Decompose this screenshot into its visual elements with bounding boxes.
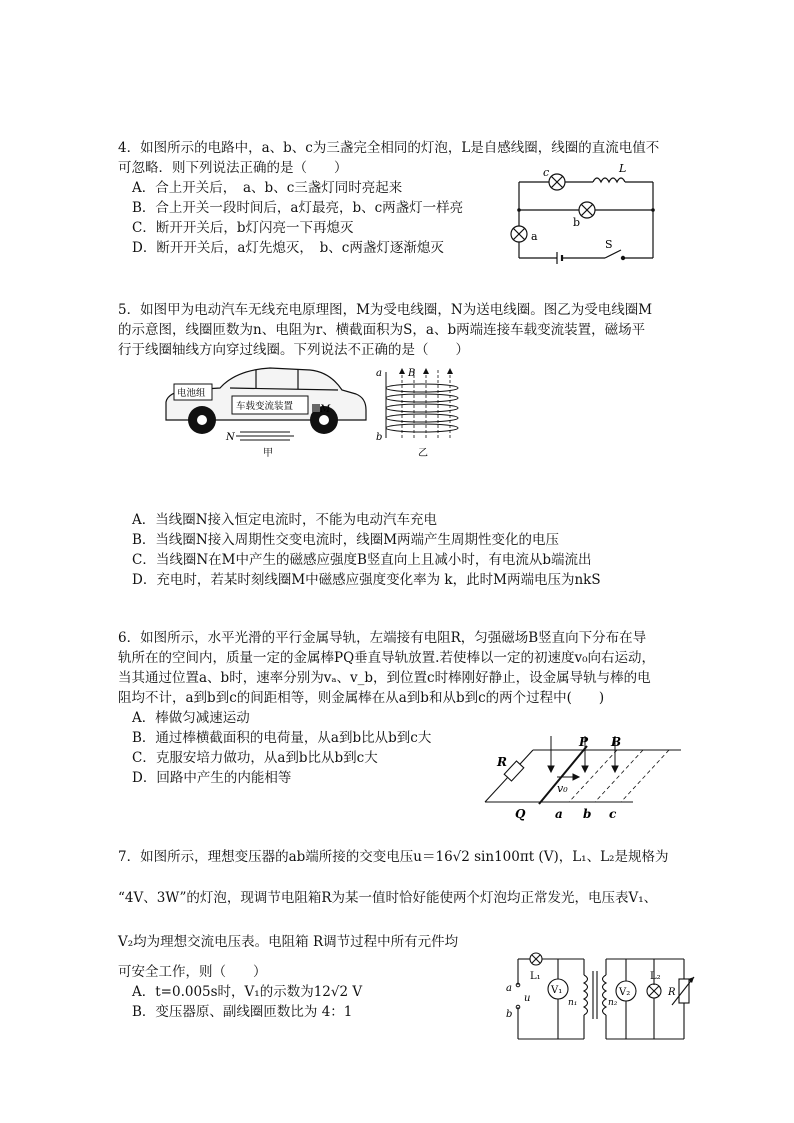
q7-stem-line3: V₂均为理想交流电压表。电阻箱 R调节过程中所有元件均 [118, 934, 459, 950]
q5-label-a: a [376, 368, 382, 379]
question-5-options [118, 510, 678, 590]
q5-option-d: D．充电时，若某时刻线圈M中磁感应强度变化率为 k，此时M两端电压为nkS [132, 572, 601, 588]
q5-stem-line2: 的示意图，线圈匝数为n、电阻为r、横截面积为S，a、b两端连接车载变流装置，磁场平 [118, 322, 646, 338]
q6-label-P: P [579, 735, 589, 749]
q4-label-S: S [605, 238, 613, 251]
q4-label-b: b [573, 216, 581, 229]
q5-label-b: b [376, 432, 383, 443]
q5-label-battery: 电池组 [177, 388, 206, 399]
q5-label-M: M [320, 404, 331, 415]
q7-label-L2: L₂ [650, 971, 661, 982]
q5-label-converter: 车载变流装置 [236, 401, 294, 412]
question-7 [118, 846, 678, 868]
q5-option-a: A．当线圈N接入恒定电流时，不能为电动汽车充电 [132, 512, 438, 528]
q4-option-d: D．断开开关后，a灯先熄灭， b、c两盏灯逐渐熄灭 [132, 240, 444, 256]
q5-stem-line3: 行于线圈轴线方向穿过线圈。下列说法不正确的是（ ） [118, 342, 469, 358]
q5-figure-yi-coil [372, 366, 472, 460]
q7-stem-line4: 可安全工作，则（ ） [118, 964, 267, 980]
q5-label-jia: 甲 [263, 448, 273, 459]
q6-rail-diagram [475, 732, 687, 822]
q4-option-a: A．合上开关后， a、b、c三盏灯同时亮起来 [132, 180, 403, 196]
q6-label-v0: v₀ [557, 782, 568, 795]
q7-label-n2: n₂ [608, 998, 618, 1008]
q6-label-a: a [555, 807, 563, 821]
q7-label-b: b [506, 1009, 513, 1020]
q6-option-b: B．通过棒横截面积的电荷量，从a到b比从b到c大 [132, 730, 432, 746]
q6-label-c: c [609, 807, 617, 821]
q6-stem-line4: 阻均不计，a到b到c的间距相等，则金属棒在从a到b和从b到c的两个过程中( ) [118, 690, 605, 706]
q7-label-V2: V₂ [619, 987, 631, 998]
q4-option-c: C．断开开关后，b灯闪亮一下再熄灭 [132, 220, 354, 236]
q7-option-b: B．变压器原、副线圈匝数比为 4：1 [132, 1004, 353, 1020]
q5-option-b: B．当线圈N接入周期性交变电流时，线圈M两端产生周期性变化的电压 [132, 532, 560, 548]
q6-label-Q: Q [515, 807, 526, 821]
q5-label-yi: 乙 [418, 448, 428, 459]
q4-label-a: a [531, 230, 538, 243]
q4-circuit-diagram [505, 160, 665, 265]
q5-figure-jia-car [160, 362, 372, 460]
q7-label-R: R [668, 987, 676, 998]
q6-label-b: b [583, 807, 592, 821]
q7-label-a: a [506, 983, 512, 994]
question-5 [118, 300, 678, 360]
q6-option-d: D．回路中产生的内能相等 [132, 770, 292, 786]
q4-stem-line2: 可忽略．则下列说法正确的是（ ） [118, 160, 348, 176]
q7-stem-line2: “4V、3W”的灯泡，现调节电阻箱R为某一值时恰好能使两个灯泡均正常发光，电压表V₁、 [118, 890, 658, 906]
q5-label-N: N [226, 432, 235, 443]
q7-label-L1: L₁ [530, 971, 541, 982]
q4-label-c: c [543, 166, 550, 179]
q6-option-c: C．克服安培力做功，从a到b比从b到c大 [132, 750, 378, 766]
q4-option-b: B．合上开关一段时间后，a灯最亮，b、c两盏灯一样亮 [132, 200, 464, 216]
q5-option-c: C．当线圈N在M中产生的磁感应强度B竖直向上且减小时，有电流从b端流出 [132, 552, 592, 568]
q6-stem-line1: 6．如图所示，水平光滑的平行金属导轨，左端接有电阻R，匀强磁场B竖直向下分布在导 [118, 630, 647, 646]
q5-stem-line1: 5．如图甲为电动汽车无线充电原理图，M为受电线圈，N为送电线圈。图乙为受电线圈M [118, 302, 653, 318]
q6-stem-line3: 当其通过位置a、b时，速率分别为vₐ、v_b，到位置c时棒刚好静止，设金属导轨与棒的电 [118, 670, 651, 686]
q5-label-B: B [408, 368, 416, 379]
q7-label-n1: n₁ [568, 998, 578, 1008]
q6-stem-line2: 轨所在的空间内，质量一定的金属棒PQ垂直导轨放置.若使棒以一定的初速度v₀向右运动， [118, 650, 655, 666]
q7-stem-line1: 7．如图所示，理想变压器的ab端所接的交变电压u＝16√2 sin100πt (V)，L₁、L₂是规格为 [118, 849, 669, 865]
question-7-line2 [118, 888, 678, 908]
q6-label-B: B [611, 735, 622, 749]
q4-label-L: L [619, 162, 627, 175]
q4-stem-line1: 4．如图所示的电路中，a、b、c为三盏完全相同的灯泡，L是自感线圈，线圈的直流电值不 [118, 140, 660, 156]
q6-option-a: A．棒做匀减速运动 [132, 710, 250, 726]
q7-option-a: A．t=0.005s时，V₁的示数为12√2 V [132, 984, 363, 1000]
q7-label-u: u [524, 993, 531, 1004]
q7-transformer-circuit [500, 945, 696, 1047]
q7-label-V1: V₁ [551, 985, 563, 996]
q6-label-R: R [497, 755, 507, 769]
